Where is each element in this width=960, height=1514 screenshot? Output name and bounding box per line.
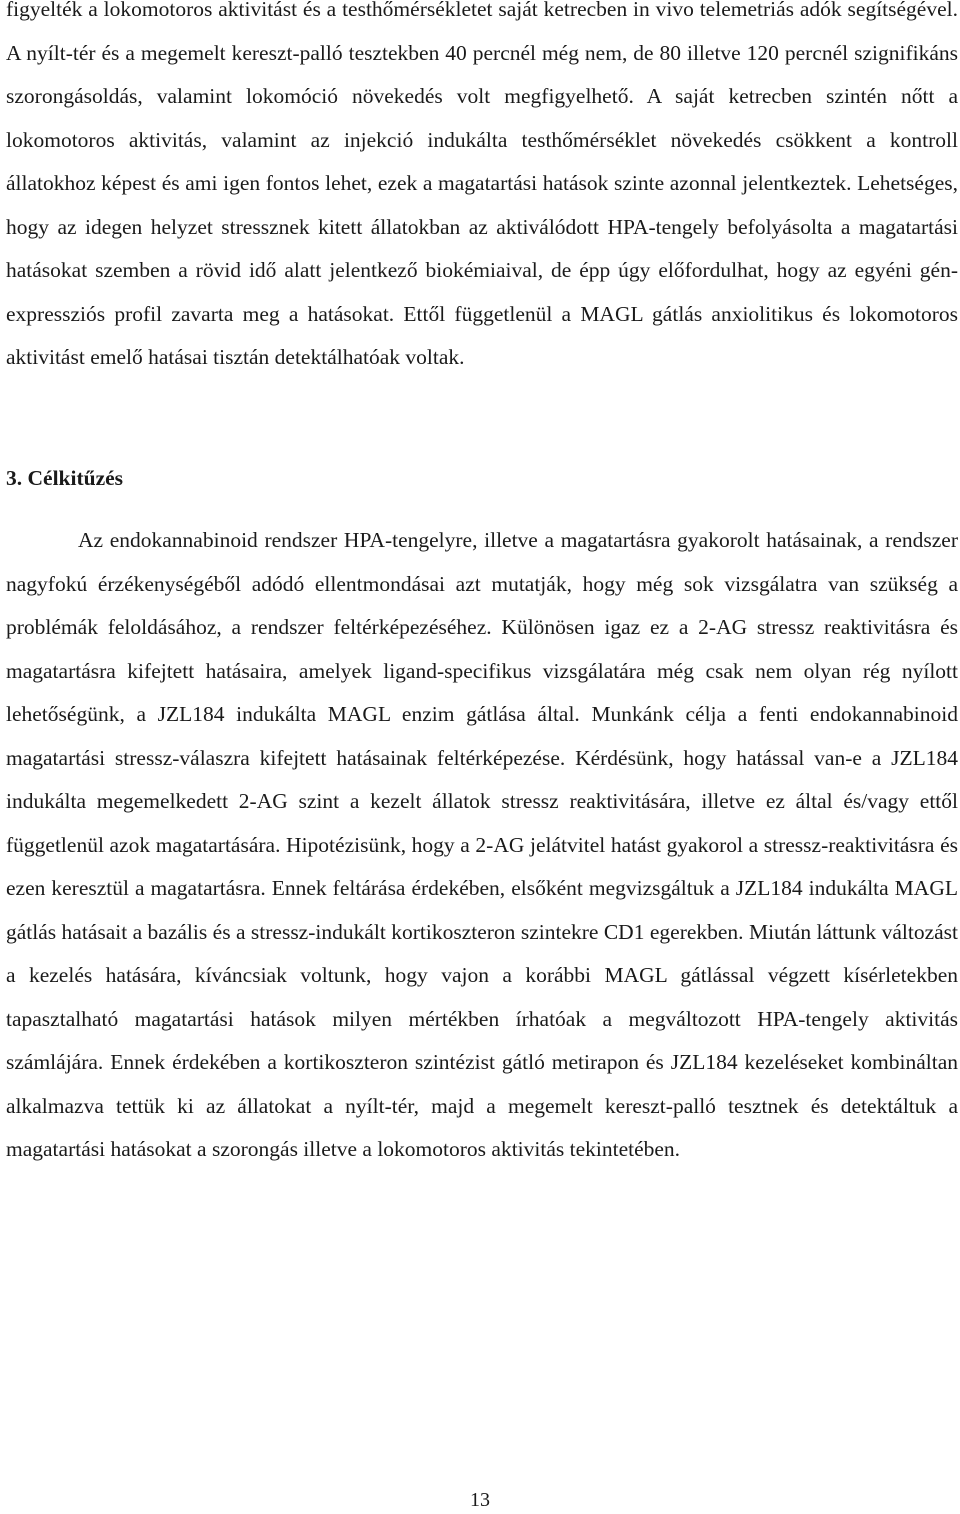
section-heading: 3. Célkitűzés bbox=[6, 466, 124, 490]
objectives-paragraph: Az endokannabinoid rendszer HPA-tengelyre, illetve a magatartásra gyakorolt hatásainak, a rendszer nagyfokú érzékenységéből adódó ellentmondásai azt mutatják, hogy még sok vizsgálatra van szükség a problémák feloldásához, a rendszer feltérképezéséhez. Különösen igaz ez a 2-AG stressz reaktivitásra és magatartásra kifejtett hatásaira, amelyek ligand-specifikus vizsgálatára még csak nem olyan rég nyílott lehetőségünk, a JZL184 indukálta MAGL enzim gátlása által. Munkánk célja a fenti endokannabinoid magatartási stressz-válaszra kifejtett hatásainak feltérképezése. Kérdésünk, hogy hatással van-e a JZL184 indukálta megemelkedett 2-AG szint a kezelt állatok stressz reaktivitására, illetve ez által és/vagy ettől függetlenül azok magatartására. Hipotézisünk, hogy a 2-AG jelátvitel hatást gyakorol a stressz-reaktivitásra és ezen keresztül a magatartásra. Ennek feltárása érdekében, elsőként megvizsgáltuk a JZL184 indukálta MAGL gátlás hatásait a bazális és a stressz-indukált kortikoszteron szintekre CD1 egerekben. Miután láttunk változást a kezelés hatására, kíváncsiak voltunk, hogy vajon a korábbi MAGL gátlással végzett kísérletekben tapasztalható magatartási hatások milyen mértékben írhatóak a megváltozott HPA-tengely aktivitás számlájára. Ennek érdekében a kortikoszteron szintézist gátló metirapon és JZL184 kezeléseket kombináltan alkalmazva tettük ki az állatokat a nyílt-tér, majd a megemelt kereszt-palló tesztnek és detektáltuk a magatartási hatásokat a szorongás illetve a lokomotoros aktivitás tekintetében. bbox=[6, 528, 958, 1161]
page-number: 13 bbox=[470, 1489, 490, 1511]
body-paragraph-continued: figyelték a lokomotoros aktivitást és a testhőmérsékletet saját ketrecben in vivo telemetriás adók segítségével. A nyílt-tér és a megemelt kereszt-palló tesztekben 40 percnél még nem, de 80 illetve 120 percnél szignifikáns szorongásoldás, valamint lokomóció növekedés volt megfigyelhető. A saját ketrecben szintén nőtt a lokomotoros aktivitás, valamint az injekció indukálta testhőmérséklet növekedés csökkent a kontroll állatokhoz képest és ami igen fontos lehet, ezek a magatartási hatások szinte azonnal jelentkeztek. Lehetséges, hogy az idegen helyzet stressznek kitett állatokban az aktiválódott HPA-tengely befolyásolta a magatartási hatásokat szemben a rövid idő alatt jelentkező biokémiaival, de épp úgy előfordulhat, hogy az egyéni gén-expressziós profil zavarta meg a hatásokat. Ettől függetlenül a MAGL gátlás anxiolitikus és lokomotoros aktivitást emelő hatásai tisztán detektálhatóak voltak. bbox=[6, 0, 958, 369]
